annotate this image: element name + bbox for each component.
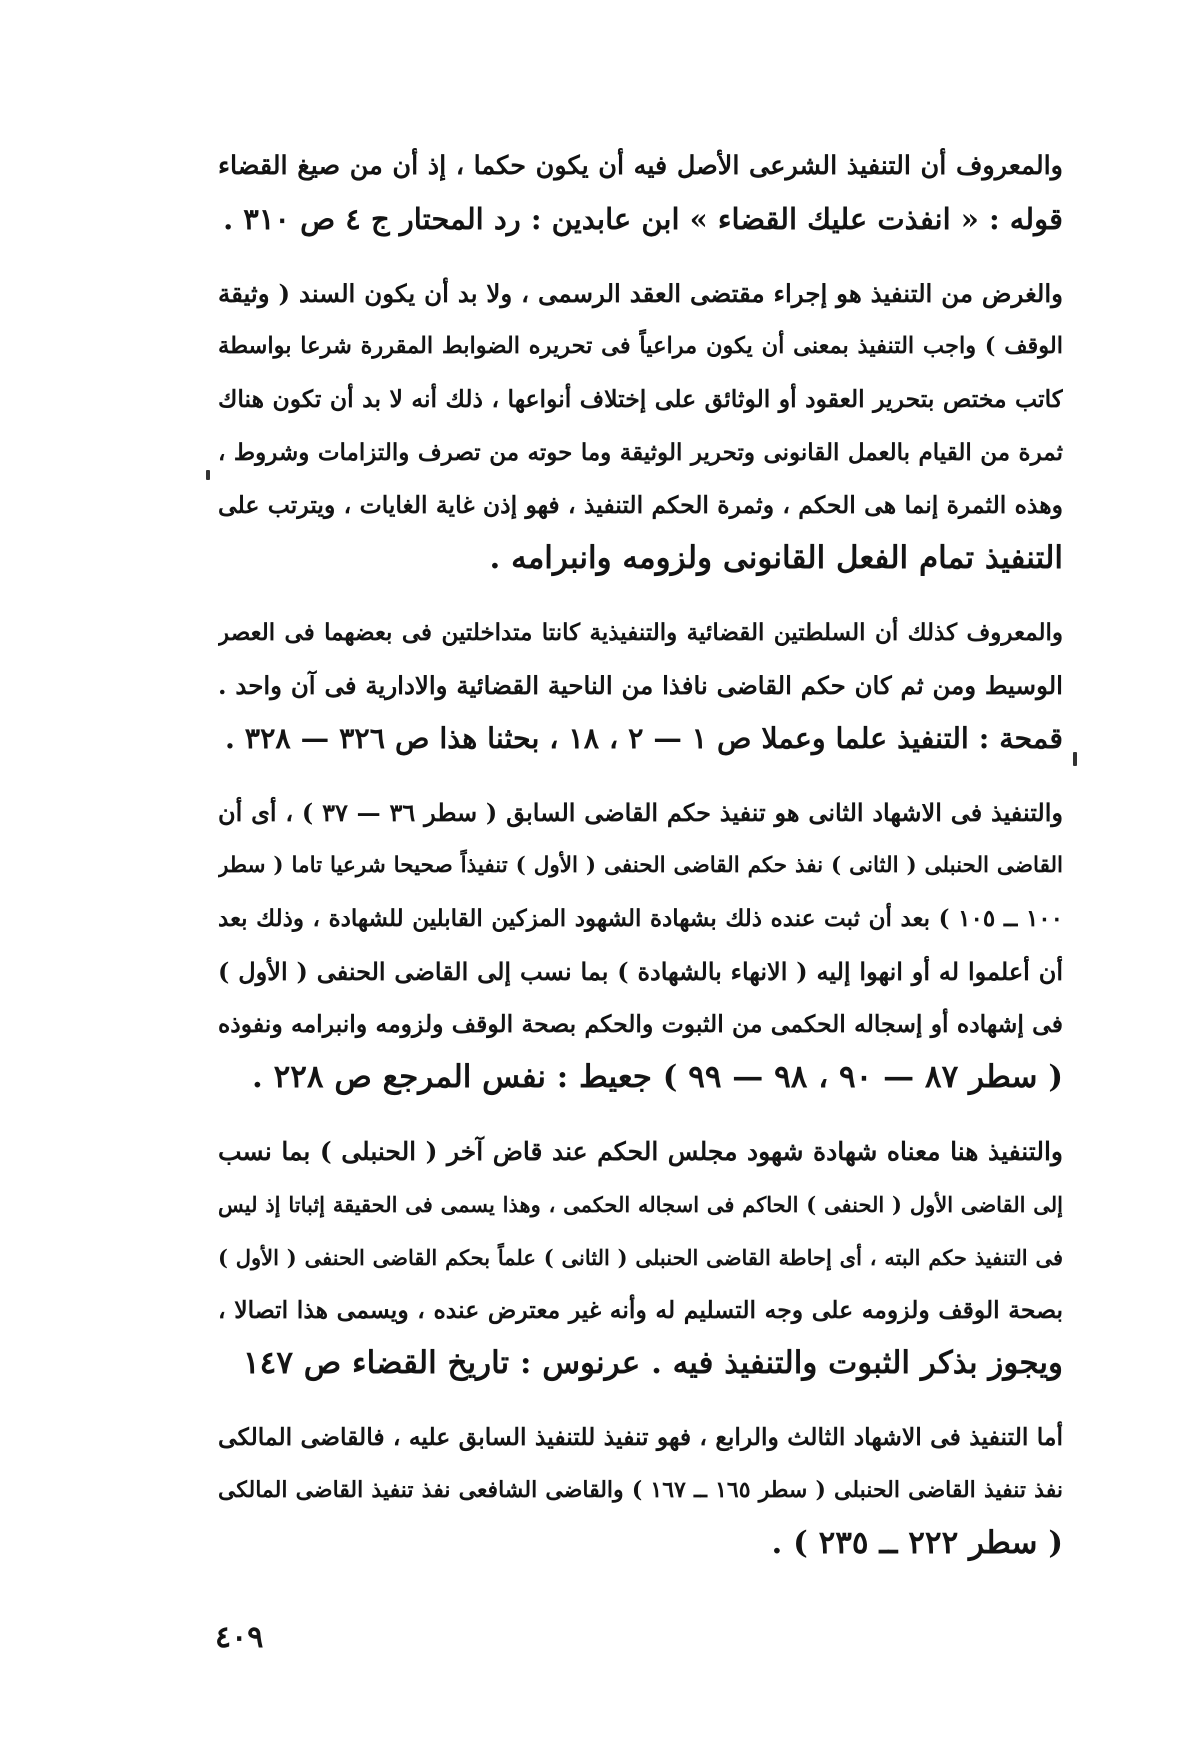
paragraph-1	[218, 140, 1063, 246]
text-line: ثمرة من القيام بالعمل القانونى وتحرير الوثيقة وما حوته من تصرف والتزامات وشروط ،	[218, 439, 1063, 466]
text-line: ١٠٠ ــ ١٠٥ ) بعد أن ثبت عنده ذلك بشهادة الشهود المزكين القابلين للشهادة ، وذلك بعد	[218, 905, 1063, 932]
text-line: ( سطر ٨٧ — ٩٠ ، ٩٨ — ٩٩ ) جعيط : نفس المرجع ص ٢٢٨ .	[252, 1059, 1063, 1095]
text-line: التنفيذ تمام الفعل القانونى ولزومه وانبرامه .	[489, 540, 1063, 576]
paragraph-3	[218, 606, 1063, 765]
text-line: نفذ تنفيذ القاضى الحنبلى ( سطر ١٦٥ ــ ١٦٧ ) والقاضى الشافعى نفذ تنفيذ القاضى المالكى	[218, 1477, 1063, 1503]
text-line: الوقف ) واجب التنفيذ بمعنى أن يكون مراعياً فى تحريره الضوابط المقررة شرعا بواسطة	[218, 333, 1063, 359]
scan-speck	[206, 470, 210, 480]
paragraph-5	[218, 1125, 1063, 1390]
text-line: الوسيط ومن ثم كان حكم القاضى نافذا من الناحية القضائية والادارية فى آن واحد .	[218, 671, 1063, 700]
text-line: القاضى الحنبلى ( الثانى ) نفذ حكم القاضى الحنفى ( الأول ) تنفيذاً صحيحا شرعيا تاما ( سطر	[218, 853, 1063, 878]
text-line: والتنفيذ هنا معناه شهادة شهود مجلس الحكم عند قاض آخر ( الحنبلى ) بما نسب	[218, 1137, 1063, 1166]
text-line: كاتب مختص بتحرير العقود أو الوثائق على إختلاف أنواعها ، ذلك أنه لا بد أن تكون هناك	[218, 385, 1063, 413]
text-line: فى إشهاده أو إسجاله الحكمى من الثبوت والحكم بصحة الوقف ولزومه وانبرامه ونفوذه	[218, 1010, 1063, 1038]
page-number: ٤٠٩	[215, 1620, 264, 1655]
text-line: والمعروف أن التنفيذ الشرعى الأصل فيه أن يكون حكما ، إذ أن من صيغ القضاء	[218, 151, 1063, 181]
text-line: ( سطر ٢٢٢ ــ ٢٣٥ ) .	[771, 1525, 1063, 1561]
text-line: والتنفيذ فى الاشهاد الثانى هو تنفيذ حكم القاضى السابق ( سطر ٣٦ — ٣٧ ) ، أى أن	[218, 798, 1063, 827]
text-line: أما التنفيذ فى الاشهاد الثالث والرابع ، فهو تنفيذ للتنفيذ السابق عليه ، فالقاضى المالكى	[218, 1423, 1063, 1451]
body-text	[218, 140, 1063, 1591]
paragraph-6	[218, 1411, 1063, 1570]
text-line: والمعروف كذلك أن السلطتين القضائية والتنفيذية كانتا متداخلتين فى بعضهما فى العصر	[218, 619, 1063, 646]
text-line: فى التنفيذ حكم البته ، أى إحاطة القاضى الحنبلى ( الثانى ) علماً بحكم القاضى الحنفى ( الأول )	[218, 1245, 1063, 1270]
text-line: بصحة الوقف ولزومه على وجه التسليم له وأنه غير معترض عنده ، ويسمى هذا اتصالا ،	[218, 1296, 1063, 1324]
text-line: والغرض من التنفيذ هو إجراء مقتضى العقد الرسمى ، ولا بد أن يكون السند ( وثيقة	[218, 279, 1063, 308]
text-line: قوله : « انفذت عليك القضاء » ابن عابدين : رد المحتار ج ٤ ص ٣١٠ .	[223, 202, 1063, 236]
paragraph-2	[218, 267, 1063, 585]
paragraph-4	[218, 786, 1063, 1104]
text-line: إلى القاضى الأول ( الحنفى ) الحاكم فى اسجاله الحكمى ، وهذا يسمى فى الحقيقة إثباتا إذ ليس	[218, 1192, 1063, 1217]
text-line: أن أعلموا له أو انهوا إليه ( الانهاء بالشهادة ) بما نسب إلى القاضى الحنفى ( الأول )	[218, 957, 1063, 986]
text-line: قمحة : التنفيذ علما وعملا ص ١ — ٢ ، ١٨ ، بحثنا هذا ص ٣٢٦ — ٣٢٨ .	[224, 721, 1063, 755]
text-line: ويجوز بذكر الثبوت والتنفيذ فيه . عرنوس : تاريخ القضاء ص ١٤٧	[243, 1345, 1063, 1381]
text-line: وهذه الثمرة إنما هى الحكم ، وثمرة الحكم التنفيذ ، فهو إذن غاية الغايات ، ويترتب على	[218, 491, 1063, 519]
scan-speck	[1073, 752, 1077, 766]
